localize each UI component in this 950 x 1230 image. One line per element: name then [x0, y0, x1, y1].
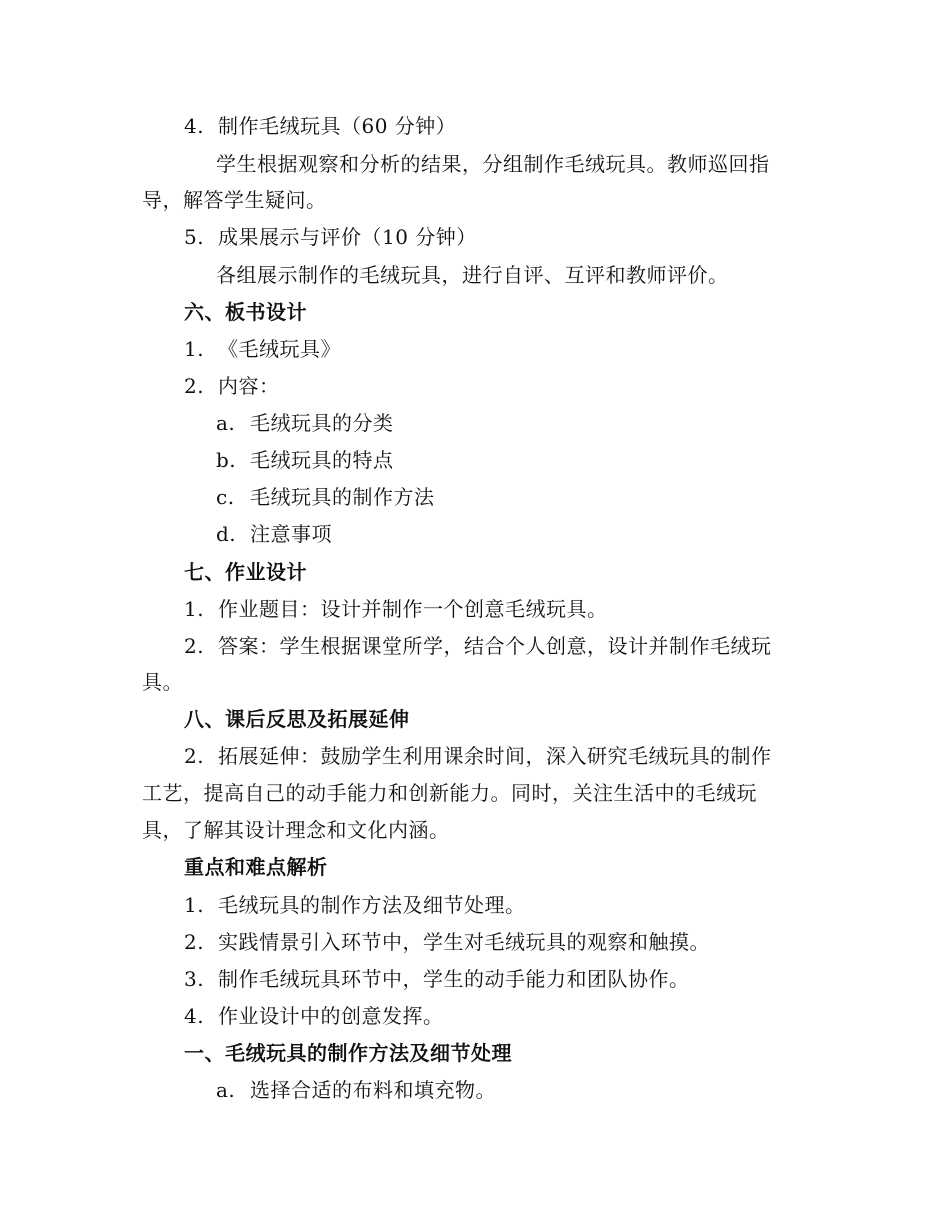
list-text: 注意事项	[250, 522, 332, 546]
paragraph-line: 具。	[142, 670, 183, 694]
sub-list-item	[216, 1078, 496, 1102]
sub-list-item	[216, 448, 394, 472]
list-item	[184, 744, 772, 768]
paragraph-line: 学生根据观察和分析的结果，分组制作毛绒玩具。教师巡回指	[216, 152, 770, 176]
list-number: 1.	[184, 893, 205, 917]
list-letter: c.	[216, 485, 235, 509]
list-item	[184, 634, 772, 658]
list-number: 2.	[184, 744, 205, 768]
section-heading: 六、板书设计	[184, 300, 307, 324]
list-text: 毛绒玩具的制作方法及细节处理。	[218, 893, 526, 917]
list-text: 实践情景引入环节中，学生对毛绒玩具的观察和触摸。	[218, 930, 710, 954]
sub-list-item	[216, 522, 332, 546]
list-text: 内容：	[218, 374, 280, 398]
list-item	[184, 337, 341, 361]
section-heading: 重点和难点解析	[184, 855, 328, 879]
section-heading: 七、作业设计	[184, 560, 307, 584]
list-text: 作业题目：设计并制作一个创意毛绒玩具。	[218, 597, 608, 621]
list-text: 答案：学生根据课堂所学，结合个人创意，设计并制作毛绒玩	[218, 634, 772, 658]
list-number: 1.	[184, 597, 205, 621]
list-number: 1.	[184, 337, 205, 361]
list-text: 成果展示与评价（10 分钟）	[218, 225, 477, 249]
list-number: 2.	[184, 634, 205, 658]
list-item	[184, 930, 710, 954]
list-item	[184, 374, 280, 398]
list-text: 制作毛绒玩具（60 分钟）	[218, 114, 457, 138]
paragraph-line: 导，解答学生疑问。	[142, 188, 327, 212]
list-text: 选择合适的布料和填充物。	[250, 1078, 496, 1102]
paragraph-line: 工艺，提高自己的动手能力和创新能力。同时，关注生活中的毛绒玩	[142, 781, 757, 805]
list-text: 拓展延伸：鼓励学生利用课余时间，深入研究毛绒玩具的制作	[218, 744, 772, 768]
list-text: 制作毛绒玩具环节中，学生的动手能力和团队协作。	[218, 967, 690, 991]
list-item	[184, 893, 526, 917]
list-number: 2.	[184, 374, 205, 398]
paragraph-line: 具，了解其设计理念和文化内涵。	[142, 818, 450, 842]
list-text: 毛绒玩具的分类	[250, 411, 394, 435]
section-heading: 八、课后反思及拓展延伸	[184, 707, 410, 731]
list-number: 2.	[184, 930, 205, 954]
list-text: 作业设计中的创意发挥。	[218, 1004, 444, 1028]
paragraph-line: 各组展示制作的毛绒玩具，进行自评、互评和教师评价。	[216, 263, 729, 287]
list-item	[184, 114, 456, 138]
list-letter: a.	[216, 411, 236, 435]
list-letter: d.	[216, 522, 237, 546]
list-number: 4.	[184, 1004, 205, 1028]
list-item	[184, 1004, 444, 1028]
sub-list-item	[216, 485, 435, 509]
list-text: 《毛绒玩具》	[218, 337, 341, 361]
list-letter: b.	[216, 448, 237, 472]
list-number: 4.	[184, 114, 205, 138]
list-number: 3.	[184, 967, 205, 991]
sub-list-item	[216, 411, 394, 435]
list-text: 毛绒玩具的制作方法	[250, 485, 435, 509]
list-item	[184, 225, 477, 249]
list-item	[184, 597, 608, 621]
list-letter: a.	[216, 1078, 236, 1102]
section-heading: 一、毛绒玩具的制作方法及细节处理	[184, 1041, 512, 1065]
list-text: 毛绒玩具的特点	[250, 448, 394, 472]
list-item	[184, 967, 690, 991]
list-number: 5.	[184, 225, 205, 249]
